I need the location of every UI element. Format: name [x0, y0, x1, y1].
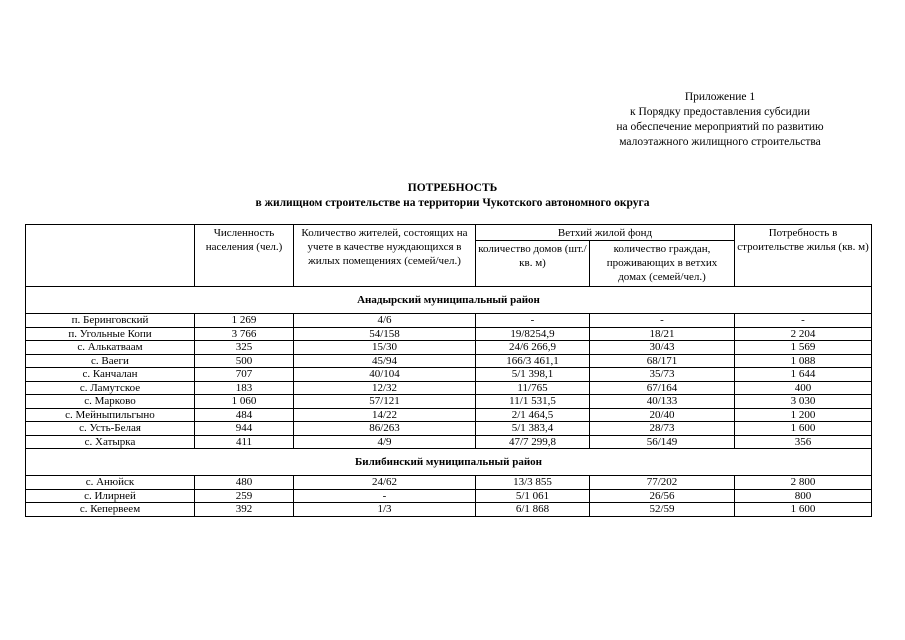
- section-row: [26, 287, 872, 314]
- houses-cell: 47/7 299,8: [476, 435, 590, 449]
- citizens-cell: 68/171: [590, 354, 735, 368]
- citizens-cell: 26/56: [590, 489, 735, 503]
- table-row: [26, 503, 872, 517]
- settlement-cell: с. Кепервеем: [26, 503, 195, 517]
- citizens-cell: 56/149: [590, 435, 735, 449]
- table-row: [26, 327, 872, 341]
- need-cell: 1 600: [735, 422, 872, 436]
- need-cell: 2 800: [735, 476, 872, 490]
- need-cell: 3 030: [735, 395, 872, 409]
- population-cell: 480: [195, 476, 294, 490]
- settlement-cell: п. Угольные Копи: [26, 327, 195, 341]
- table-row: [26, 476, 872, 490]
- section-title: Билибинский муниципальный район: [26, 449, 872, 476]
- residents-cell: 45/94: [294, 354, 476, 368]
- table-row: [26, 408, 872, 422]
- table-row: [26, 368, 872, 382]
- appendix-line-3: на обеспечение мероприятий по развитию: [616, 121, 824, 133]
- residents-cell: 40/104: [294, 368, 476, 382]
- need-cell: 1 600: [735, 503, 872, 517]
- table-row: [26, 354, 872, 368]
- residents-cell: 54/158: [294, 327, 476, 341]
- header-settlement: [26, 225, 195, 287]
- residents-cell: 1/3: [294, 503, 476, 517]
- housing-need-table: [25, 224, 872, 517]
- table-row: [26, 489, 872, 503]
- table-row: [26, 435, 872, 449]
- need-cell: -: [735, 314, 872, 328]
- citizens-cell: 77/202: [590, 476, 735, 490]
- population-cell: 392: [195, 503, 294, 517]
- population-cell: 325: [195, 341, 294, 355]
- settlement-cell: с. Ваеги: [26, 354, 195, 368]
- population-cell: 1 269: [195, 314, 294, 328]
- settlement-cell: с. Ламутское: [26, 381, 195, 395]
- citizens-cell: 30/43: [590, 341, 735, 355]
- population-cell: 3 766: [195, 327, 294, 341]
- houses-cell: 5/1 383,4: [476, 422, 590, 436]
- appendix-heading: [560, 90, 880, 150]
- header-citizens: количество граждан, проживающих в ветхих домах (семей/чел.): [590, 241, 735, 287]
- citizens-cell: 40/133: [590, 395, 735, 409]
- table-row: [26, 422, 872, 436]
- header-population: Численность населения (чел.): [195, 225, 294, 287]
- appendix-line-2: к Порядку предоставления субсидии: [630, 106, 810, 118]
- title-line-2: в жилищном строительстве на территории Чукотского автономного округа: [255, 197, 650, 209]
- houses-cell: 11/765: [476, 381, 590, 395]
- citizens-cell: 28/73: [590, 422, 735, 436]
- table-row: [26, 395, 872, 409]
- population-cell: 411: [195, 435, 294, 449]
- settlement-cell: с. Мейныпильгыно: [26, 408, 195, 422]
- population-cell: 259: [195, 489, 294, 503]
- population-cell: 500: [195, 354, 294, 368]
- citizens-cell: 18/21: [590, 327, 735, 341]
- residents-cell: 4/9: [294, 435, 476, 449]
- houses-cell: 6/1 868: [476, 503, 590, 517]
- settlement-cell: с. Илирней: [26, 489, 195, 503]
- houses-cell: 166/3 461,1: [476, 354, 590, 368]
- population-cell: 484: [195, 408, 294, 422]
- need-cell: 2 204: [735, 327, 872, 341]
- need-cell: 400: [735, 381, 872, 395]
- settlement-cell: с. Алькатваам: [26, 341, 195, 355]
- residents-cell: 24/62: [294, 476, 476, 490]
- need-cell: 1 088: [735, 354, 872, 368]
- header-houses: количество домов (шт./кв. м): [476, 241, 590, 287]
- table-row: [26, 341, 872, 355]
- settlement-cell: с. Канчалан: [26, 368, 195, 382]
- residents-cell: -: [294, 489, 476, 503]
- need-cell: 1 200: [735, 408, 872, 422]
- houses-cell: 24/6 266,9: [476, 341, 590, 355]
- title-line-1: ПОТРЕБНОСТЬ: [407, 182, 498, 194]
- header-residents: Количество жителей, состоящих на учете в качестве нуждающихся в жилых помещениях (семей/чел.): [294, 225, 476, 287]
- table-row: [26, 381, 872, 395]
- population-cell: 1 060: [195, 395, 294, 409]
- houses-cell: -: [476, 314, 590, 328]
- houses-cell: 5/1 398,1: [476, 368, 590, 382]
- residents-cell: 57/121: [294, 395, 476, 409]
- houses-cell: 13/3 855: [476, 476, 590, 490]
- table-body: [26, 287, 872, 517]
- settlement-cell: с. Анюйск: [26, 476, 195, 490]
- appendix-line-4: малоэтажного жилищного строительства: [619, 136, 821, 148]
- population-cell: 707: [195, 368, 294, 382]
- residents-cell: 4/6: [294, 314, 476, 328]
- houses-cell: 19/8254,9: [476, 327, 590, 341]
- section-row: [26, 449, 872, 476]
- header-need: Потребность в строительстве жилья (кв. м): [735, 225, 872, 287]
- need-cell: 1 644: [735, 368, 872, 382]
- houses-cell: 5/1 061: [476, 489, 590, 503]
- residents-cell: 12/32: [294, 381, 476, 395]
- houses-cell: 2/1 464,5: [476, 408, 590, 422]
- residents-cell: 86/263: [294, 422, 476, 436]
- document-title: [0, 181, 905, 211]
- appendix-line-1: Приложение 1: [684, 91, 756, 103]
- citizens-cell: -: [590, 314, 735, 328]
- residents-cell: 15/30: [294, 341, 476, 355]
- settlement-cell: с. Марково: [26, 395, 195, 409]
- citizens-cell: 35/73: [590, 368, 735, 382]
- citizens-cell: 52/59: [590, 503, 735, 517]
- citizens-cell: 20/40: [590, 408, 735, 422]
- header-dilapidated: Ветхий жилой фонд: [476, 225, 735, 241]
- settlement-cell: с. Хатырка: [26, 435, 195, 449]
- need-cell: 1 569: [735, 341, 872, 355]
- need-cell: 800: [735, 489, 872, 503]
- section-title: Анадырский муниципальный район: [26, 287, 872, 314]
- residents-cell: 14/22: [294, 408, 476, 422]
- table-row: [26, 314, 872, 328]
- population-cell: 944: [195, 422, 294, 436]
- need-cell: 356: [735, 435, 872, 449]
- population-cell: 183: [195, 381, 294, 395]
- houses-cell: 11/1 531,5: [476, 395, 590, 409]
- settlement-cell: п. Беринговский: [26, 314, 195, 328]
- settlement-cell: с. Усть-Белая: [26, 422, 195, 436]
- citizens-cell: 67/164: [590, 381, 735, 395]
